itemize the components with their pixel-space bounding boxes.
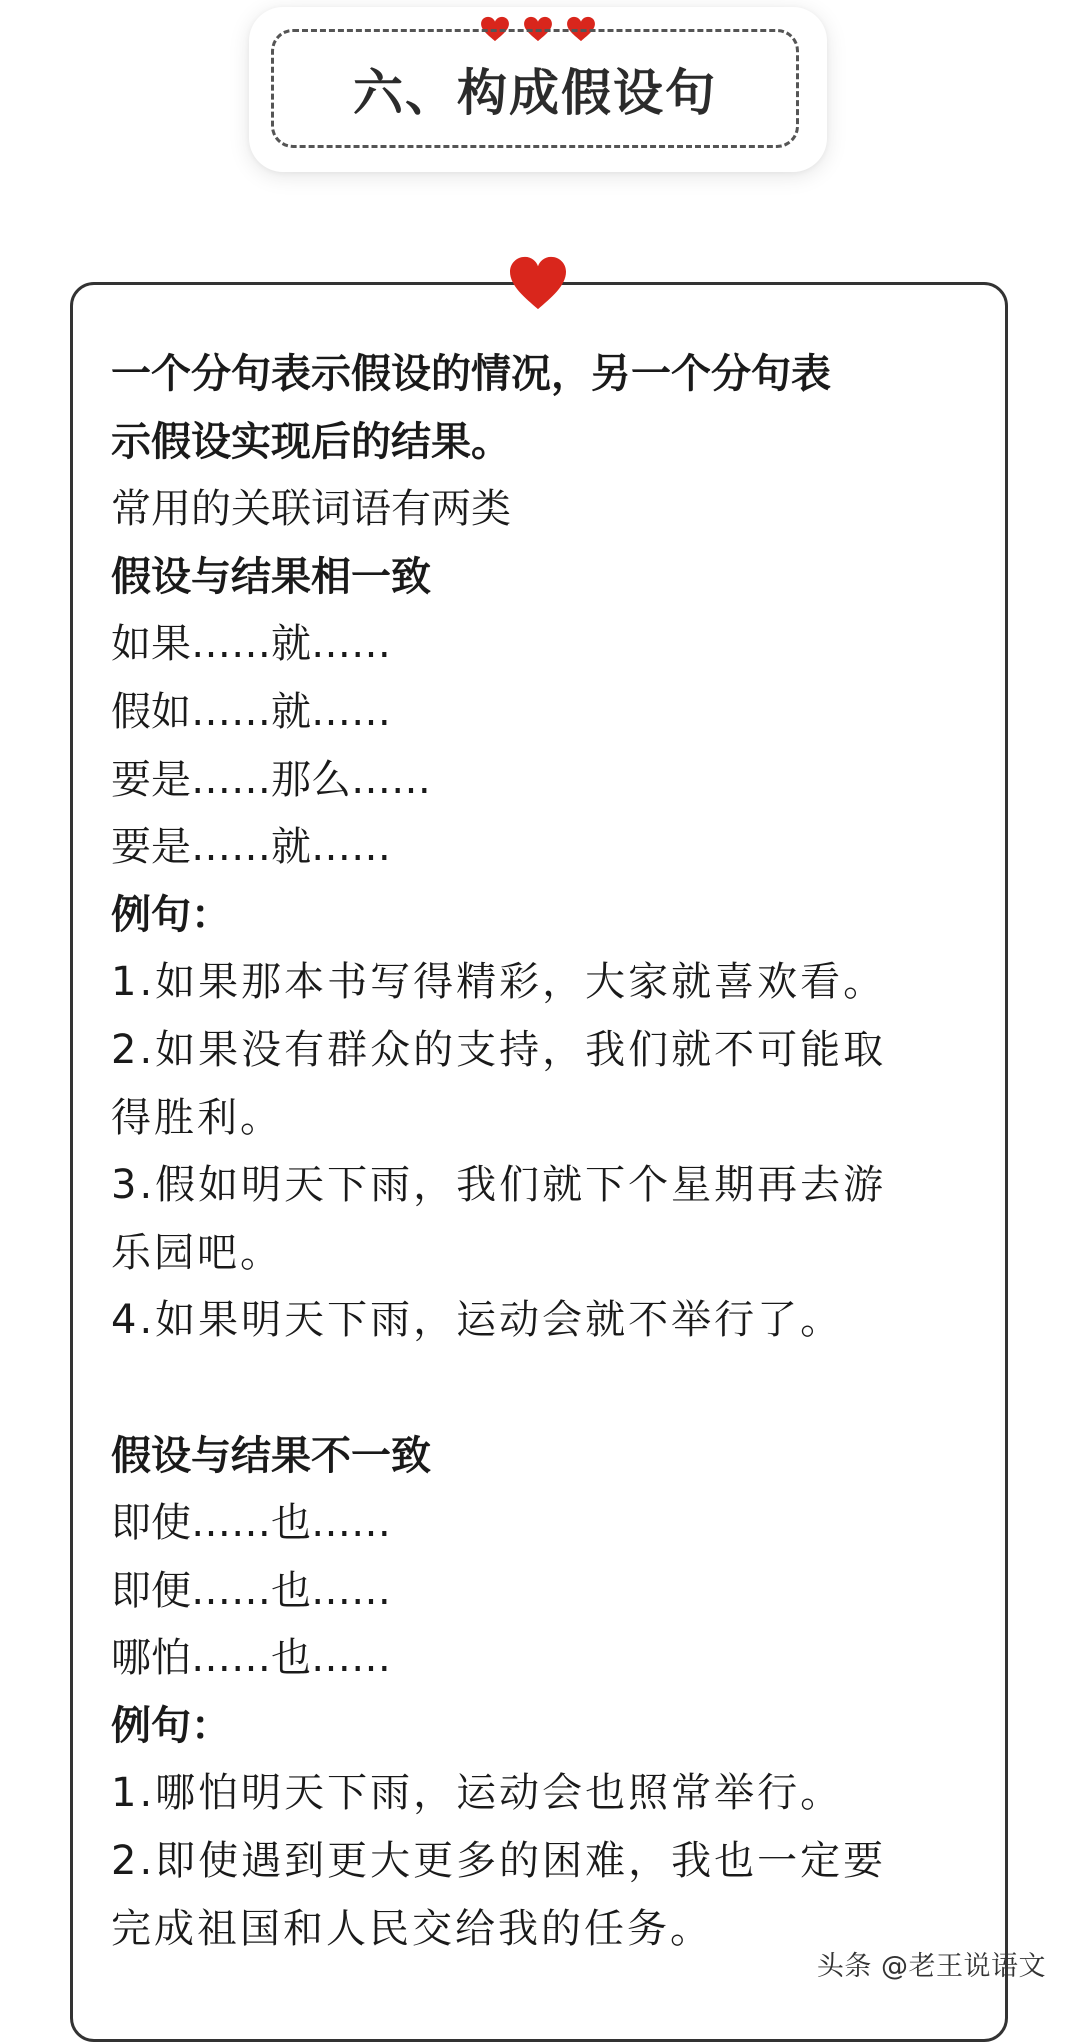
conjunction-pair: 即使……也……	[111, 1500, 391, 1547]
example-line: 1.如果那本书写得精彩，大家就喜欢看。	[111, 959, 887, 1006]
example-line: 3.假如明天下雨，我们就下个星期再去游	[111, 1162, 887, 1209]
spacer	[111, 1355, 981, 1423]
example-line: 完成祖国和人民交给我的任务。	[111, 1905, 713, 1952]
conjunction-pair: 要是……那么……	[111, 756, 431, 803]
conjunction-pair: 如果……就……	[111, 621, 391, 668]
conjunction-pair: 即便……也……	[111, 1567, 391, 1614]
example-line: 得胜利。	[111, 1094, 283, 1141]
example-line: 2.即使遇到更大更多的困难，我也一定要	[111, 1838, 887, 1885]
heart-icon	[508, 255, 568, 311]
intro-line: 一个分句表示假设的情况，另一个分句表	[111, 351, 831, 397]
group1-heading: 假设与结果相一致	[111, 553, 431, 600]
example-line: 2.如果没有群众的支持，我们就不可能取	[111, 1026, 887, 1073]
example-label: 例句：	[111, 1702, 231, 1749]
page-title: 六、构成假设句	[353, 63, 717, 122]
watermark: 头条 @老王说语文	[816, 1951, 1046, 1982]
example-label: 例句：	[111, 891, 231, 938]
conjunction-pair: 哪怕……也……	[111, 1635, 391, 1682]
card-content	[111, 341, 981, 1963]
title-frame	[271, 29, 799, 148]
group2-heading: 假设与结果不一致	[111, 1432, 431, 1479]
conjunction-pair: 假如……就……	[111, 688, 391, 735]
example-line: 乐园吧。	[111, 1229, 283, 1276]
example-line: 4.如果明天下雨，运动会就不举行了。	[111, 1297, 844, 1344]
intro-line: 示假设实现后的结果。	[111, 418, 511, 465]
conjunction-pair: 要是……就……	[111, 824, 391, 871]
title-badge	[249, 7, 827, 172]
card-heart	[508, 255, 568, 311]
common-words-line: 常用的关联词语有两类	[111, 486, 511, 533]
example-line: 1.哪怕明天下雨，运动会也照常举行。	[111, 1770, 844, 1817]
